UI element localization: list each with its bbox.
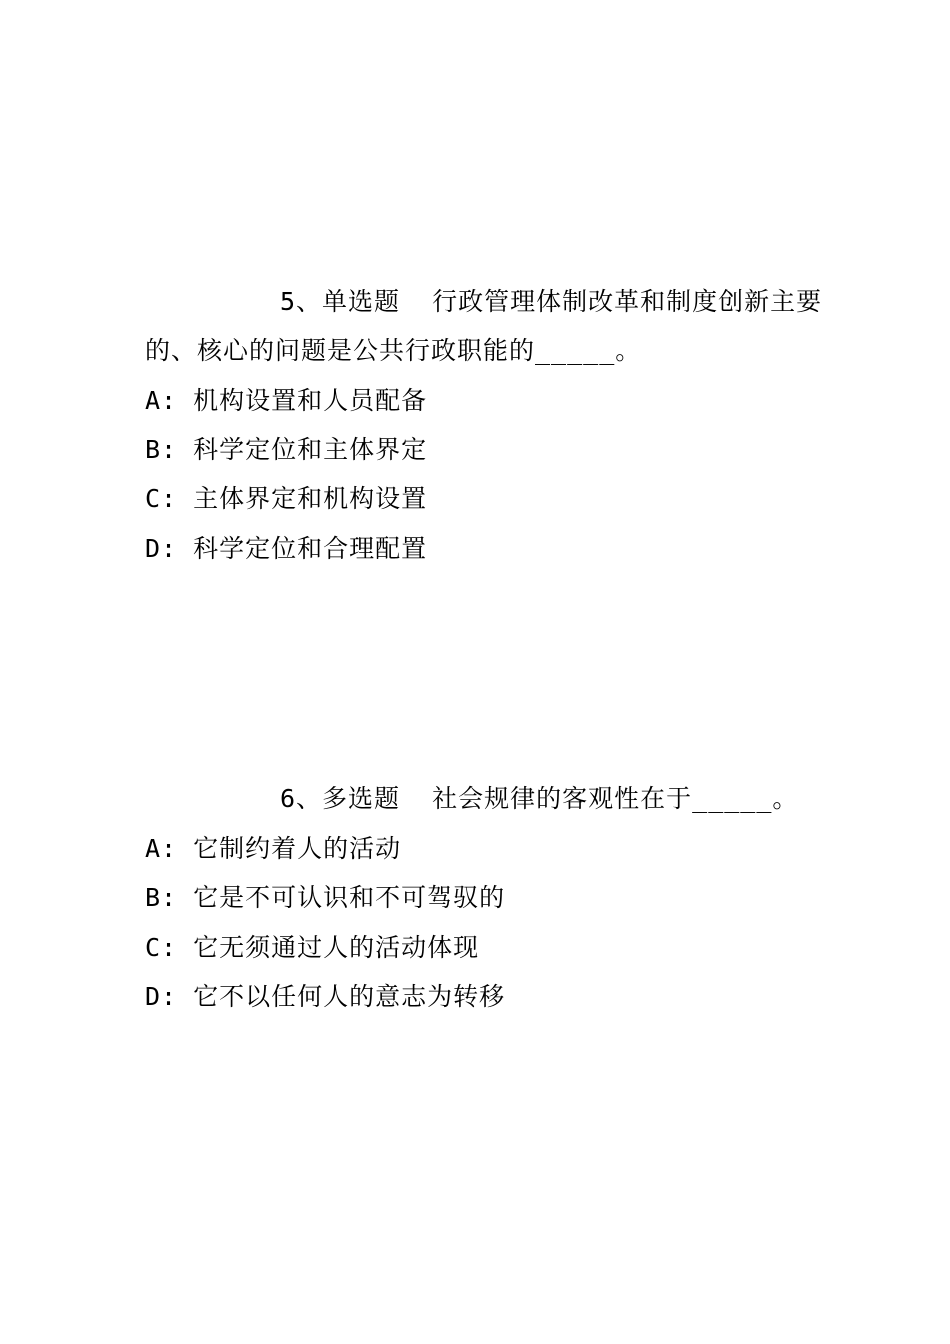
question-6-option-b: B: 它是不可认识和不可驾驭的 [145, 883, 506, 912]
question-6-stem-line1: 6、多选题 社会规律的客观性在于_____。 [280, 784, 799, 813]
question-5-stem-line2: 的、核心的问题是公共行政职能的_____。 [145, 336, 642, 365]
question-5-option-d: D: 科学定位和合理配置 [145, 534, 428, 563]
question-5-option-b: B: 科学定位和主体界定 [145, 435, 428, 464]
question-6-option-d: D: 它不以任何人的意志为转移 [145, 982, 506, 1011]
question-5-option-a: A: 机构设置和人员配备 [145, 386, 428, 415]
question-5-stem-line1: 5、单选题 行政管理体制改革和制度创新主要 [280, 287, 823, 316]
question-6-option-c: C: 它无须通过人的活动体现 [145, 933, 480, 962]
question-6-option-a: A: 它制约着人的活动 [145, 834, 402, 863]
question-5-option-c: C: 主体界定和机构设置 [145, 484, 428, 513]
